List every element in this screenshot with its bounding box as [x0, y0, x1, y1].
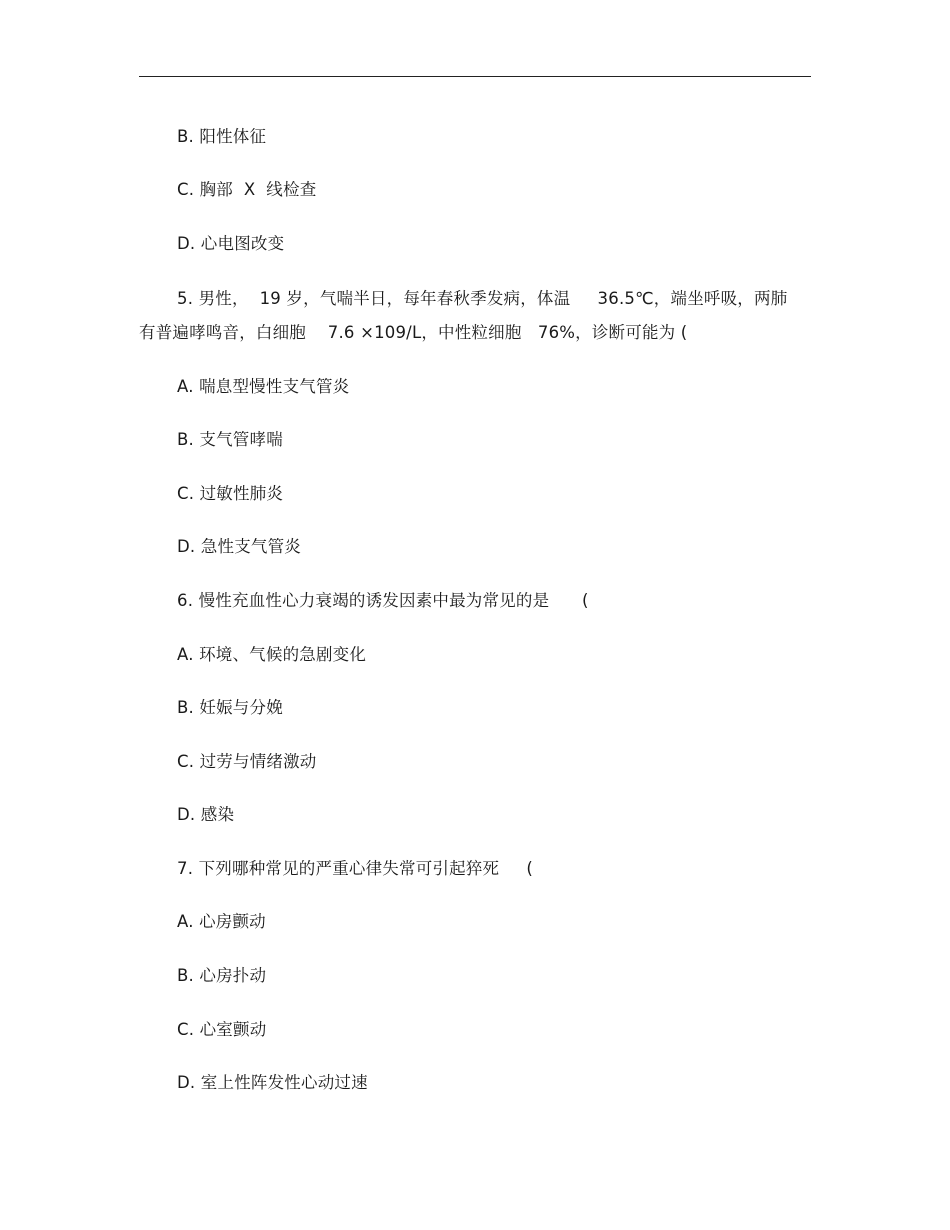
option-a-q6: A. 环境、气候的急剧变化: [177, 645, 367, 664]
question-7: 7. 下列哪种常见的严重心律失常可引起猝死 (: [177, 859, 534, 878]
option-d-q7: D. 室上性阵发性心动过速: [177, 1073, 368, 1092]
question-5-line-1: 5. 男性， 19 岁，气喘半日，每年春秋季发病，体温 36.5℃，端坐呼吸，两肺: [177, 289, 788, 308]
question-5-line-2: 有普遍哮鸣音，白细胞 7.6 ×109/L，中性粒细胞 76%，诊断可能为 (: [139, 323, 688, 342]
option-d-q6: D. 感染: [177, 805, 235, 824]
option-a-q5: A. 喘息型慢性支气管炎: [177, 377, 350, 396]
option-b-q6: B. 妊娠与分娩: [177, 698, 283, 717]
option-c-q4: C. 胸部 X 线检查: [177, 180, 317, 199]
option-c-q5: C. 过敏性肺炎: [177, 484, 284, 503]
option-d-q5: D. 急性支气管炎: [177, 537, 301, 556]
option-b-q5: B. 支气管哮喘: [177, 430, 283, 449]
header-rule: [139, 76, 811, 77]
option-d-q4: D. 心电图改变: [177, 234, 285, 253]
option-b-q4: B. 阳性体征: [177, 127, 267, 146]
question-6: 6. 慢性充血性心力衰竭的诱发因素中最为常见的是 (: [177, 591, 589, 610]
option-b-q7: B. 心房扑动: [177, 966, 267, 985]
option-c-q7: C. 心室颤动: [177, 1020, 267, 1039]
option-a-q7: A. 心房颤动: [177, 912, 266, 931]
option-c-q6: C. 过劳与情绪激动: [177, 752, 317, 771]
